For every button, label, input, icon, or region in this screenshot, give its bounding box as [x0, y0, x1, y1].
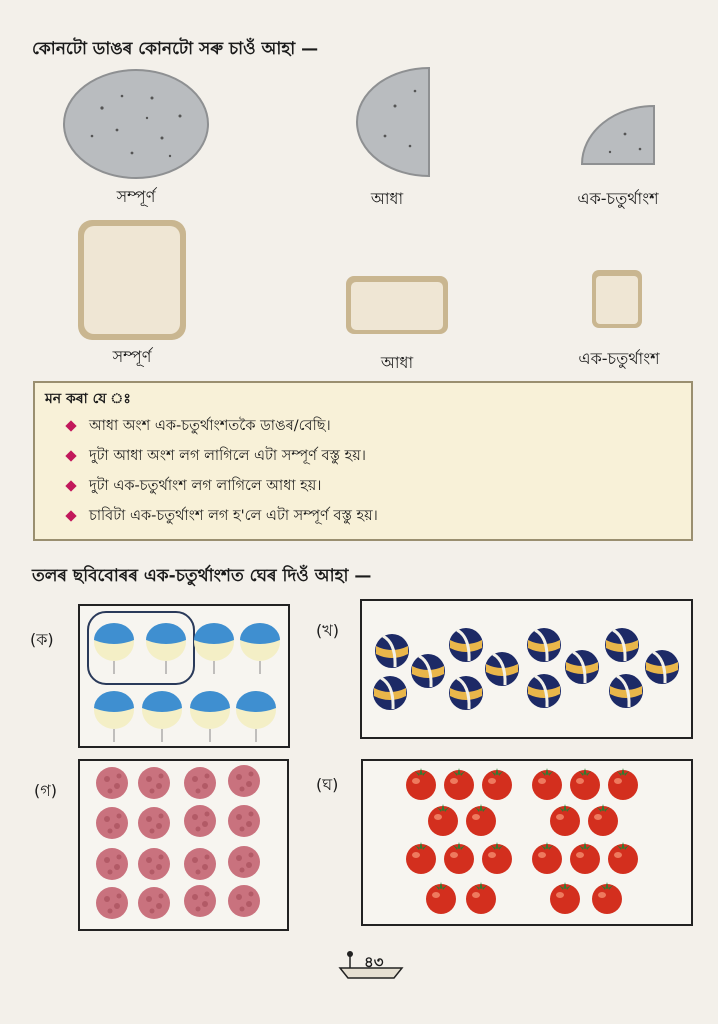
tomato-icon — [406, 842, 436, 874]
ball-icon — [373, 676, 407, 710]
ball-icon — [609, 674, 643, 708]
balloon-icon — [146, 623, 186, 674]
ball-icon — [449, 628, 483, 662]
tomato-icon — [608, 842, 638, 874]
tomato-icon — [570, 842, 600, 874]
balloon-grid — [80, 606, 288, 746]
fruit-icon — [96, 887, 128, 919]
balloon-icon — [236, 691, 276, 742]
ball-icon — [375, 634, 409, 668]
fruit-icon — [184, 885, 216, 917]
ball-icon — [411, 654, 445, 688]
half-bread-label: আধা — [380, 353, 414, 372]
tomato-icon — [588, 804, 618, 836]
note-list — [35, 411, 378, 531]
panel-kha-label: (খ) — [316, 621, 339, 640]
whole-roti-image — [62, 68, 210, 180]
tomato-icon — [444, 768, 474, 800]
fruit-icon — [228, 846, 260, 878]
section2-heading: তলৰ ছবিবোৰৰ এক-চতুৰ্থাংশত ঘেৰ দিওঁ আহা — — [32, 566, 372, 586]
tomato-icon — [532, 842, 562, 874]
balloon-icon — [240, 623, 280, 674]
fruit-icon — [138, 767, 170, 799]
tomato-icon — [426, 882, 456, 914]
ball-icon — [485, 652, 519, 686]
tomato-icon — [532, 768, 562, 800]
fruit-icon — [184, 805, 216, 837]
diamond-bullet-icon — [65, 420, 76, 431]
tomato-icon — [592, 882, 622, 914]
balloon-panel — [78, 604, 290, 748]
note-box — [33, 381, 693, 541]
tomato-icon — [550, 882, 580, 914]
fruit-icon — [184, 848, 216, 880]
ball-icon — [565, 650, 599, 684]
page-number: ৪৩ — [364, 953, 384, 971]
ball-icon — [527, 674, 561, 708]
fruit-icon — [138, 848, 170, 880]
fruit-icon — [138, 807, 170, 839]
fruit-icon — [138, 887, 170, 919]
half-roti-label: আধা — [370, 189, 404, 208]
tomato-icon — [428, 804, 458, 836]
whole-bread-label: সম্পূৰ্ণ — [112, 347, 152, 366]
balloon-icon — [194, 623, 234, 674]
panel-ka-label: (ক) — [30, 630, 54, 649]
ball-icon — [645, 650, 679, 684]
half-roti-image — [355, 66, 431, 178]
fruit-icon — [228, 805, 260, 837]
whole-bread-image — [76, 218, 188, 342]
fruit-icon — [96, 767, 128, 799]
fruit-grid — [80, 761, 287, 929]
balloon-icon — [142, 691, 182, 742]
tomato-grid — [363, 761, 691, 924]
ball-grid — [362, 601, 691, 737]
note-item: চাবিটা এক-চতুৰ্থাংশ লগ হ'লে এটা সম্পূৰ্ণ বস্তু হয়। — [35, 501, 378, 531]
note-item: আধা অংশ এক-চতুৰ্থাংশতকৈ ডাঙৰ/বেছি। — [35, 411, 378, 441]
tomato-icon — [482, 842, 512, 874]
note-item: দুটা আধা অংশ লগ লাগিলে এটা সম্পূৰ্ণ বস্তু হয়। — [35, 441, 378, 471]
balloon-icon — [190, 691, 230, 742]
panel-gha-label: (ঘ) — [316, 775, 339, 794]
tomato-icon — [482, 768, 512, 800]
ball-icon — [605, 628, 639, 662]
tomato-icon — [466, 804, 496, 836]
diamond-bullet-icon — [65, 450, 76, 461]
quarter-bread-label: এক-চতুৰ্থাংশ — [578, 349, 660, 368]
quarter-bread-image — [590, 268, 644, 330]
diamond-bullet-icon — [65, 480, 76, 491]
fruit-icon — [228, 765, 260, 797]
fruit-icon — [96, 807, 128, 839]
tomato-icon — [608, 768, 638, 800]
whole-roti-label: সম্পূৰ্ণ — [116, 187, 156, 206]
fruit-icon — [96, 848, 128, 880]
ball-icon — [527, 628, 561, 662]
fruit-icon — [184, 767, 216, 799]
quarter-roti-label: এক-চতুৰ্থাংশ — [577, 189, 659, 208]
quarter-roti-image — [580, 104, 656, 166]
ball-icon — [449, 676, 483, 710]
tomato-icon — [570, 768, 600, 800]
tomato-icon — [550, 804, 580, 836]
tomato-panel — [361, 759, 693, 926]
tomato-icon — [444, 842, 474, 874]
panel-ga-label: (গ) — [34, 781, 57, 800]
fruit-icon — [228, 885, 260, 917]
tomato-icon — [406, 768, 436, 800]
ball-panel — [360, 599, 693, 739]
balloon-icon — [94, 691, 134, 742]
diamond-bullet-icon — [65, 510, 76, 521]
note-title: মন কৰা যে ঃ — [45, 391, 131, 407]
fruit-panel — [78, 759, 289, 931]
balloon-icon — [94, 623, 134, 674]
note-item: দুটা এক-চতুৰ্থাংশ লগ লাগিলে আধা হয়। — [35, 471, 378, 501]
tomato-icon — [466, 882, 496, 914]
section1-heading: কোনটো ডাঙৰ কোনটো সৰু চাওঁ আহা — — [32, 39, 319, 59]
half-bread-image — [344, 274, 450, 336]
